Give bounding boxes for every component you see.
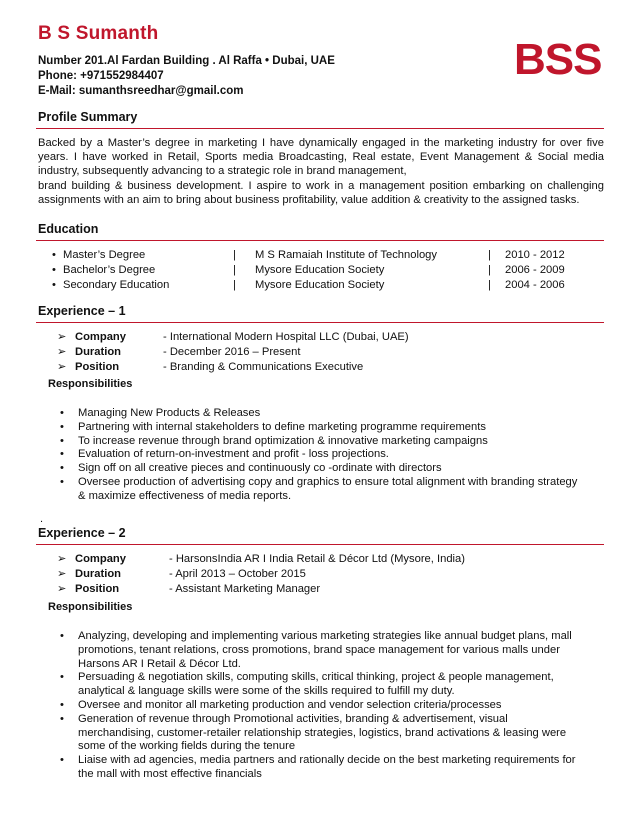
profile-paragraph: Backed by a Master’s degree in marketing I have dynamically engaged in the marketing industry for over five years. I have worked in Retail, Sports media Broadcasting, Real estate, Event Management & Social media industry, subsequently advancing to a strategic role in brand management, xyxy=(38,137,604,178)
duration-value: - April 2013 – October 2015 xyxy=(169,568,306,580)
separator: | xyxy=(233,249,236,261)
degree: Master’s Degree xyxy=(63,249,146,261)
years: 2006 - 2009 xyxy=(505,264,565,276)
years: 2010 - 2012 xyxy=(505,249,565,261)
experience-1-responsibilities xyxy=(60,407,580,504)
degree: Secondary Education xyxy=(63,279,170,291)
experience-1-heading: Experience – 1 xyxy=(38,304,126,318)
section-divider xyxy=(36,322,604,323)
list-item: • Oversee and monitor all marketing production and vendor selection criteria/processes xyxy=(60,699,578,713)
list-item: • Persuading & negotiation skills, computing skills, critical thinking, project & people management, analytical & language skills were some of the skills required to fulfill my duty. xyxy=(60,671,578,699)
education-table xyxy=(52,249,565,294)
experience-2-heading: Experience – 2 xyxy=(38,526,126,540)
duration-row xyxy=(57,567,465,582)
candidate-name: B S Sumanth xyxy=(38,23,159,44)
education-row xyxy=(52,264,565,279)
position-row xyxy=(57,582,465,597)
list-item: • Oversee production of advertising copy and graphics to ensure total alignment with branding strategy & maximize effectiveness of media reports. xyxy=(60,476,580,504)
responsibilities-heading: Responsibilities xyxy=(48,378,133,390)
email-line: E-Mail: sumanthsreedhar@gmail.com xyxy=(38,85,244,97)
phone-line: Phone: +971552984407 xyxy=(38,70,164,82)
experience-2-responsibilities xyxy=(60,630,578,782)
position-row xyxy=(57,360,409,375)
arrow-bullet-icon: ➢ xyxy=(57,331,67,343)
bullet-icon: • xyxy=(52,249,56,261)
duration-label: Duration xyxy=(75,568,121,580)
bullet-icon: • xyxy=(52,279,56,291)
institute: Mysore Education Society xyxy=(255,264,385,276)
separator: | xyxy=(233,279,236,291)
responsibilities-heading: Responsibilities xyxy=(48,601,133,613)
list-item: • Generation of revenue through Promotional activities, branding & advertisement, visual merchandising, customer-retailer relationship strategies, logistics, brand activations & leasing were some of the working fields during the tenure xyxy=(60,713,578,754)
duration-value: - December 2016 – Present xyxy=(163,346,301,358)
education-heading: Education xyxy=(38,222,99,236)
profile-paragraph: brand building & business development. I aspire to work in a management position embarking on challenging assignments with an aim to bring about business profitability, value addition & creativity to the assigned tasks. xyxy=(38,179,604,206)
arrow-bullet-icon: ➢ xyxy=(57,361,67,373)
list-item: • Evaluation of return-on-investment and profit - loss projections. xyxy=(60,448,580,462)
list-item: • Sign off on all creative pieces and continuously co -ordinate with directors xyxy=(60,462,580,476)
company-value: - HarsonsIndia AR I India Retail & Décor Ltd (Mysore, India) xyxy=(169,553,465,565)
list-item: • Partnering with internal stakeholders to define marketing programme requirements xyxy=(60,421,580,435)
section-divider xyxy=(36,240,604,241)
separator: | xyxy=(488,249,491,261)
list-item: • Liaise with ad agencies, media partners and rationally decide on the best marketing requirements for the mall with most effective financials xyxy=(60,754,578,782)
education-row xyxy=(52,249,565,264)
company-label: Company xyxy=(75,331,126,343)
arrow-bullet-icon: ➢ xyxy=(57,346,67,358)
stray-period: . xyxy=(40,513,44,525)
company-value: - International Modern Hospital LLC (Dubai, UAE) xyxy=(163,331,409,343)
profile-summary-heading: Profile Summary xyxy=(38,110,138,124)
company-label: Company xyxy=(75,553,126,565)
list-item: • Managing New Products & Releases xyxy=(60,407,580,421)
section-divider xyxy=(36,544,604,545)
list-item: • Analyzing, developing and implementing various marketing strategies like annual budget plans, mall promotions, tenant relations, cross promotions, brand space management for various malls under Harsons AR I Retail & Décor Ltd. xyxy=(60,630,578,671)
duration-label: Duration xyxy=(75,346,121,358)
experience-2-details xyxy=(57,552,465,597)
list-item: • To increase revenue through brand optimization & innovative marketing campaigns xyxy=(60,435,580,449)
address-line: Number 201.Al Fardan Building . Al Raffa • Dubai, UAE xyxy=(38,55,335,67)
position-label: Position xyxy=(75,583,120,595)
separator: | xyxy=(488,264,491,276)
institute: Mysore Education Society xyxy=(255,279,385,291)
contact-block xyxy=(38,54,335,99)
arrow-bullet-icon: ➢ xyxy=(57,568,67,580)
institute: M S Ramaiah Institute of Technology xyxy=(255,249,437,261)
company-row xyxy=(57,552,465,567)
years: 2004 - 2006 xyxy=(505,279,565,291)
position-value: - Branding & Communications Executive xyxy=(163,361,364,373)
arrow-bullet-icon: ➢ xyxy=(57,553,67,565)
experience-1-details xyxy=(57,330,409,375)
arrow-bullet-icon: ➢ xyxy=(57,583,67,595)
position-value: - Assistant Marketing Manager xyxy=(169,583,321,595)
profile-summary-text xyxy=(38,136,604,207)
education-row xyxy=(52,279,565,294)
separator: | xyxy=(488,279,491,291)
section-divider xyxy=(36,128,604,129)
degree: Bachelor’s Degree xyxy=(63,264,156,276)
duration-row xyxy=(57,345,409,360)
company-row xyxy=(57,330,409,345)
monogram-logo: BSS xyxy=(514,35,602,84)
separator: | xyxy=(233,264,236,276)
bullet-icon: • xyxy=(52,264,56,276)
position-label: Position xyxy=(75,361,120,373)
